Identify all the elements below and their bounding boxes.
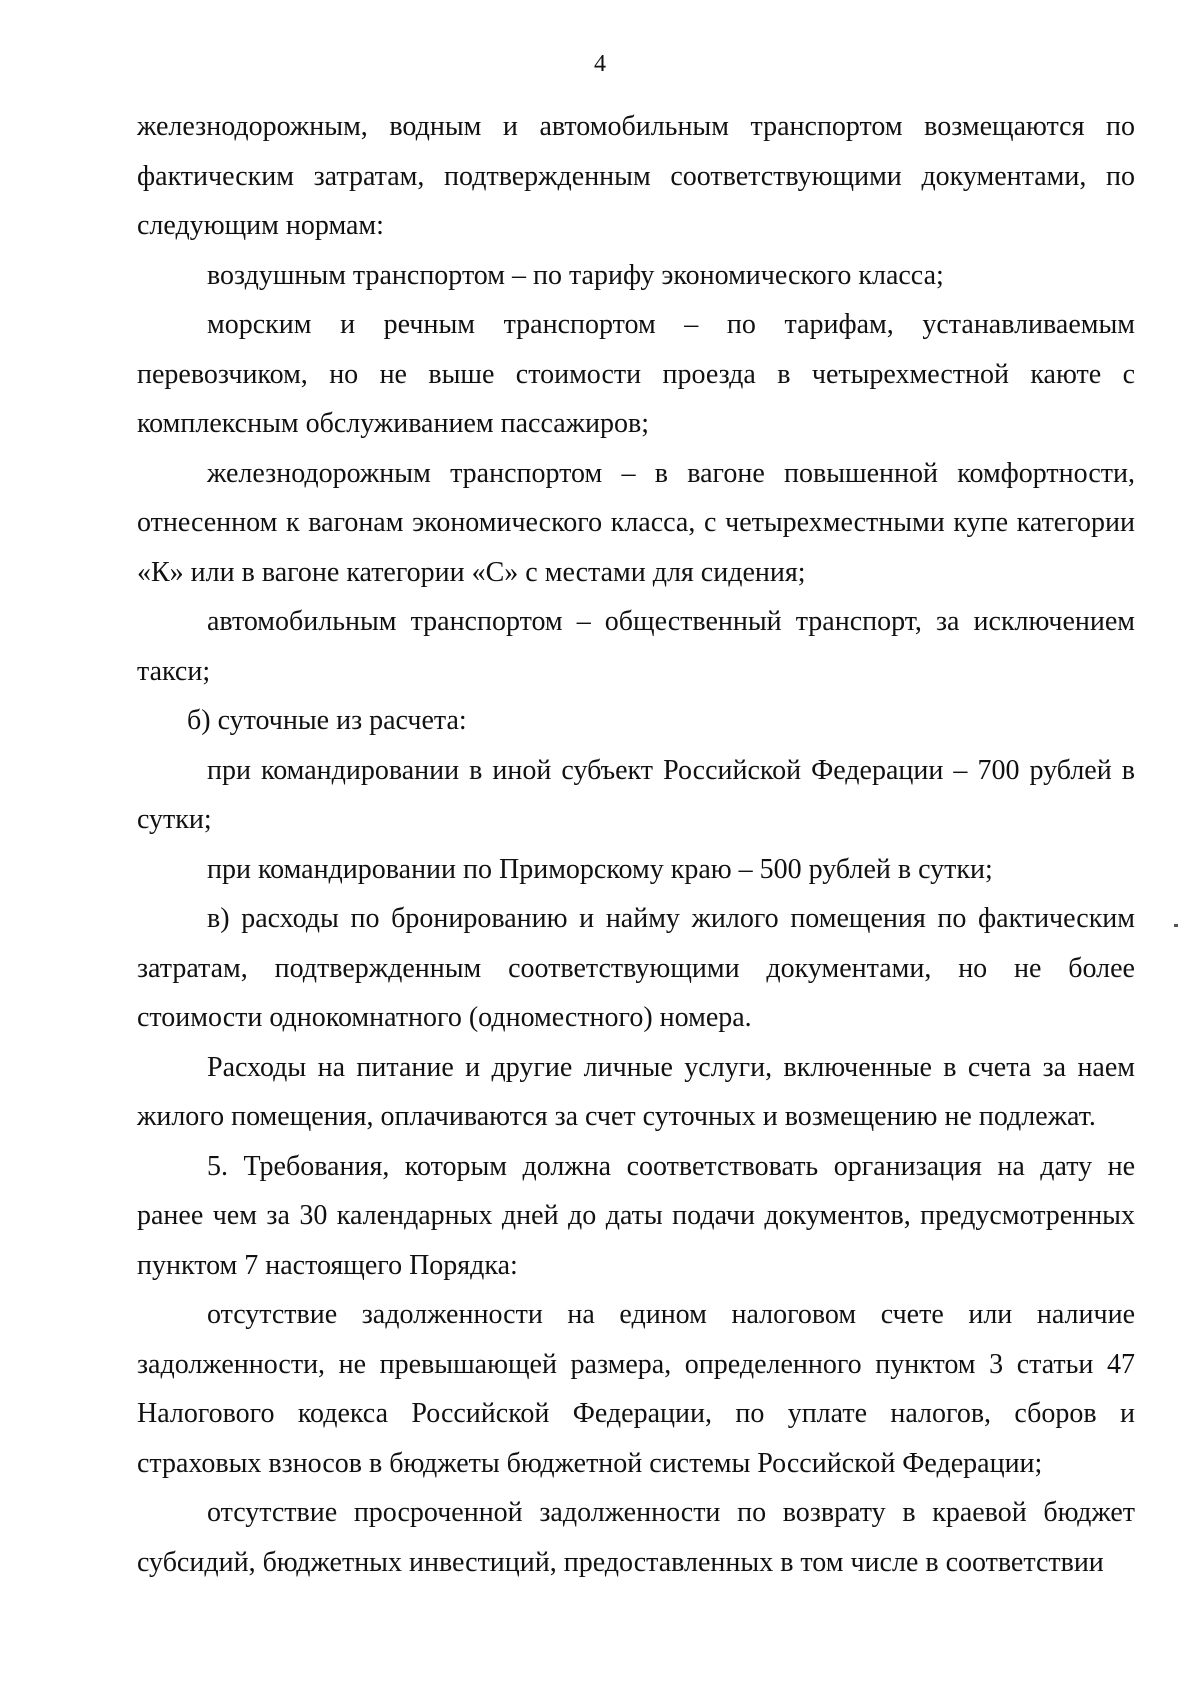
paragraph-accommodation-expenses: в) расходы по бронированию и найму жилого помещения по фактическим затратам, подтвержденным соответствующими документами, но не более стоимости однокомнатного (одноместного) номера. <box>137 903 1135 1033</box>
paragraph-overdue-debt-requirement: отсутствие просроченной задолженности по возврату в краевой бюджет субсидий, бюджетных инвестиций, предоставленных в том числе в соответствии <box>137 1497 1135 1578</box>
paragraph-daily-allowance-primorsky: при командировании по Приморскому краю – 500 рублей в сутки; <box>207 853 993 885</box>
paragraph-daily-allowance-other-region: при командировании в иной субъект Российской Федерации – 700 рублей в сутки; <box>137 754 1135 835</box>
paragraph-rail-transport: железнодорожным транспортом – в вагоне повышенной комфортности, отнесенном к вагонам экономического класса, с четырехместными купе категории «К» или в вагоне категории «С» с местами для сидения; <box>137 457 1135 588</box>
page-number: 4 <box>594 51 606 77</box>
document-body <box>137 102 1135 1587</box>
paragraph-meals-expenses: Расходы на питание и другие личные услуги, включенные в счета за наем жилого помещения, оплачиваются за счет суточных и возмещению не подлежат. <box>137 1051 1135 1132</box>
paragraph-road-transport: автомобильным транспортом – общественный транспорт, за исключением такси; <box>137 606 1135 687</box>
paragraph-tax-debt-requirement: отсутствие задолженности на едином налоговом счете или наличие задолженности, не превышающей размера, определенного пунктом 3 статьи 47 Налогового кодекса Российской Федерации, по уплате налогов, сборов и страховых взносов в бюджеты бюджетной системы Российской Федерации; <box>137 1299 1135 1479</box>
paragraph-sea-river-transport: морским и речным транспортом – по тарифам, устанавливаемым перевозчиком, но не выше стоимости проезда в четырехместной каюте с комплексным обслуживанием пассажиров; <box>137 309 1135 439</box>
paragraph-transport-continuation: железнодорожным, водным и автомобильным транспортом возмещаются по фактическим затратам, подтвержденным соответствующими документами, по следующим нормам: <box>137 111 1135 241</box>
paragraph-air-transport: воздушным транспортом – по тарифу экономического класса; <box>207 259 944 291</box>
paragraph-section-5-requirements: 5. Требования, которым должна соответствовать организация на дату не ранее чем за 30 календарных дней до даты подачи документов, предусмотренных пунктом 7 настоящего Порядка: <box>137 1150 1135 1281</box>
scan-speck <box>1174 924 1178 927</box>
paragraph-daily-allowance-heading: б) суточные из расчета: <box>187 705 467 736</box>
